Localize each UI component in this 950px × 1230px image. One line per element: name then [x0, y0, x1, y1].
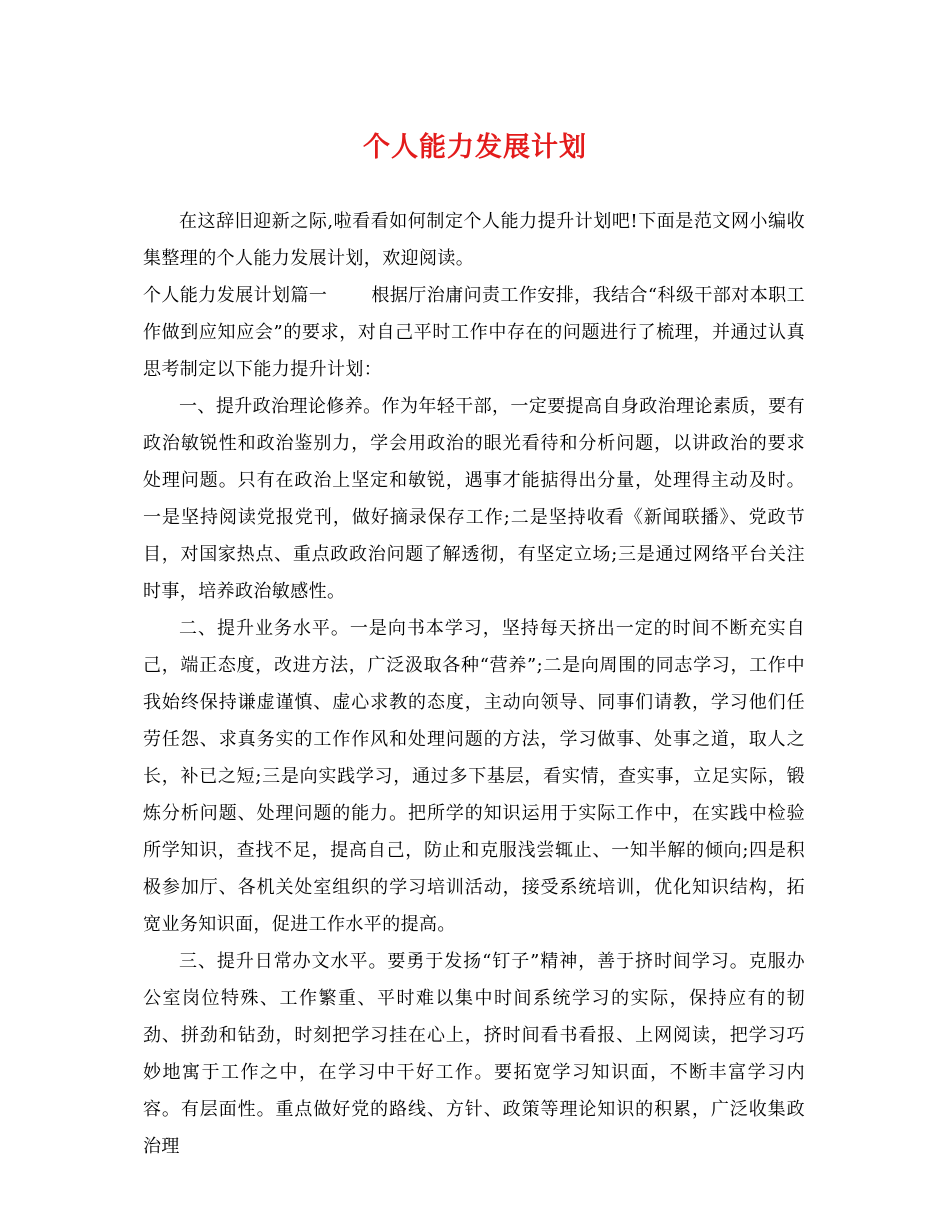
section-paragraph [143, 277, 805, 388]
document-title: 个人能力发展计划 [363, 132, 587, 163]
intro-paragraph: 在这辞旧迎新之际,啦看看如何制定个人能力提升计划吧!下面是范文网小编收集整理的个人能力发展计划，欢迎阅读。 [143, 211, 805, 269]
section-lead: 根据厅治庸问责工作安排，我结合“科级干部对本职工作做到应知应会”的要求，对自己平时工作中存在的问题进行了梳理，并通过认真思考制定以下能力提升计划： [143, 285, 805, 380]
section-heading: 个人能力发展计划篇一 [143, 285, 328, 306]
body-paragraph-2: 二、提升业务水平。一是向书本学习，坚持每天挤出一定的时间不断充实自己，端正态度，改进方法，广泛汲取各种“营养”;二是向周围的同志学习，工作中我始终保持谦虚谨慎、虚心求教的态度，主动向领导、同事们请教，学习他们任劳任怨、求真务实的工作作风和处理问题的方法，学习做事、处事之道，取人之长，补已之短;三是向实践学习，通过多下基层，看实情，查实事，立足实际，锻炼分析问题、处理问题的能力。把所学的知识运用于实际工作中，在实践中检验所学知识，查找不足，提高自己，防止和克服浅尝辄止、一知半解的倾向;四是积极参加厅、各机关处室组织的学习培训活动，接受系统培训，优化知识结构，拓宽业务知识面，促进工作水平的提高。 [143, 618, 805, 935]
body-paragraph-3: 三、提升日常办文水平。要勇于发扬“钉子”精神，善于挤时间学习。克服办公室岗位特殊、工作繁重、平时难以集中时间系统学习的实际，保持应有的韧劲、拼劲和钻劲，时刻把学习挂在心上，挤时间看书看报、上网阅读，把学习巧妙地寓于工作之中，在学习中干好工作。要拓宽学习知识面，不断丰富学习内容。有层面性。重点做好党的路线、方针、政策等理论知识的积累，广泛收集政治理 [143, 951, 805, 1157]
body-paragraph-1: 一、提升政治理论修养。作为年轻干部，一定要提高自身政治理论素质，要有政治敏锐性和政治鉴别力，学会用政治的眼光看待和分析问题，以讲政治的要求处理问题。只有在政治上坚定和敏锐，遇事才能掂得出分量，处理得主动及时。一是坚持阅读党报党刊，做好摘录保存工作;二是坚持收看《新闻联播》、党政节目，对国家热点、重点政政治问题了解透彻，有坚定立场;三是通过网络平台关注时事，培养政治敏感性。 [143, 396, 805, 602]
document-body [143, 203, 805, 1165]
